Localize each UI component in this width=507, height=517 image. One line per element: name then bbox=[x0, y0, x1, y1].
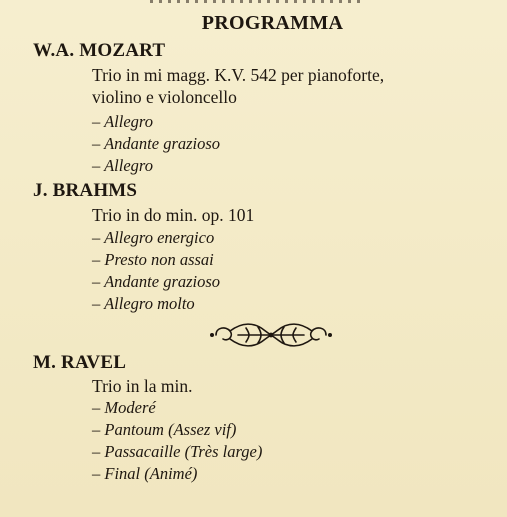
work-mozart: Trio in mi magg. K.V. 542 per pianoforte, bbox=[92, 65, 385, 85]
flourish-divider-icon bbox=[208, 318, 334, 352]
movement-brahms-1: – Allegro energico bbox=[92, 228, 215, 247]
composer-mozart: W.A. MOZART bbox=[33, 40, 166, 61]
movement-mozart-2: – Andante grazioso bbox=[92, 134, 221, 153]
movement-mozart-1: – Allegro bbox=[92, 112, 153, 131]
movement-brahms-4: – Allegro molto bbox=[92, 294, 195, 313]
work-brahms: Trio in do min. op. 101 bbox=[92, 205, 255, 225]
top-border-decoration bbox=[150, 0, 360, 3]
movement-ravel-2: – Pantoum (Assez vif) bbox=[92, 420, 237, 439]
composer-ravel: M. RAVEL bbox=[33, 352, 127, 373]
work-mozart-line2: violino e violoncello bbox=[92, 87, 237, 107]
programme-title: PROGRAMMA bbox=[201, 12, 344, 34]
work-ravel: Trio in la min. bbox=[92, 376, 193, 396]
movement-ravel-4: – Final (Animé) bbox=[92, 464, 198, 483]
movement-mozart-3: – Allegro bbox=[92, 156, 153, 175]
movement-brahms-3: – Andante grazioso bbox=[92, 272, 221, 291]
movement-ravel-3: – Passacaille (Très large) bbox=[92, 442, 263, 461]
movement-ravel-1: – Moderé bbox=[92, 398, 156, 417]
movement-brahms-2: – Presto non assai bbox=[92, 250, 214, 269]
composer-brahms: J. BRAHMS bbox=[33, 180, 138, 201]
